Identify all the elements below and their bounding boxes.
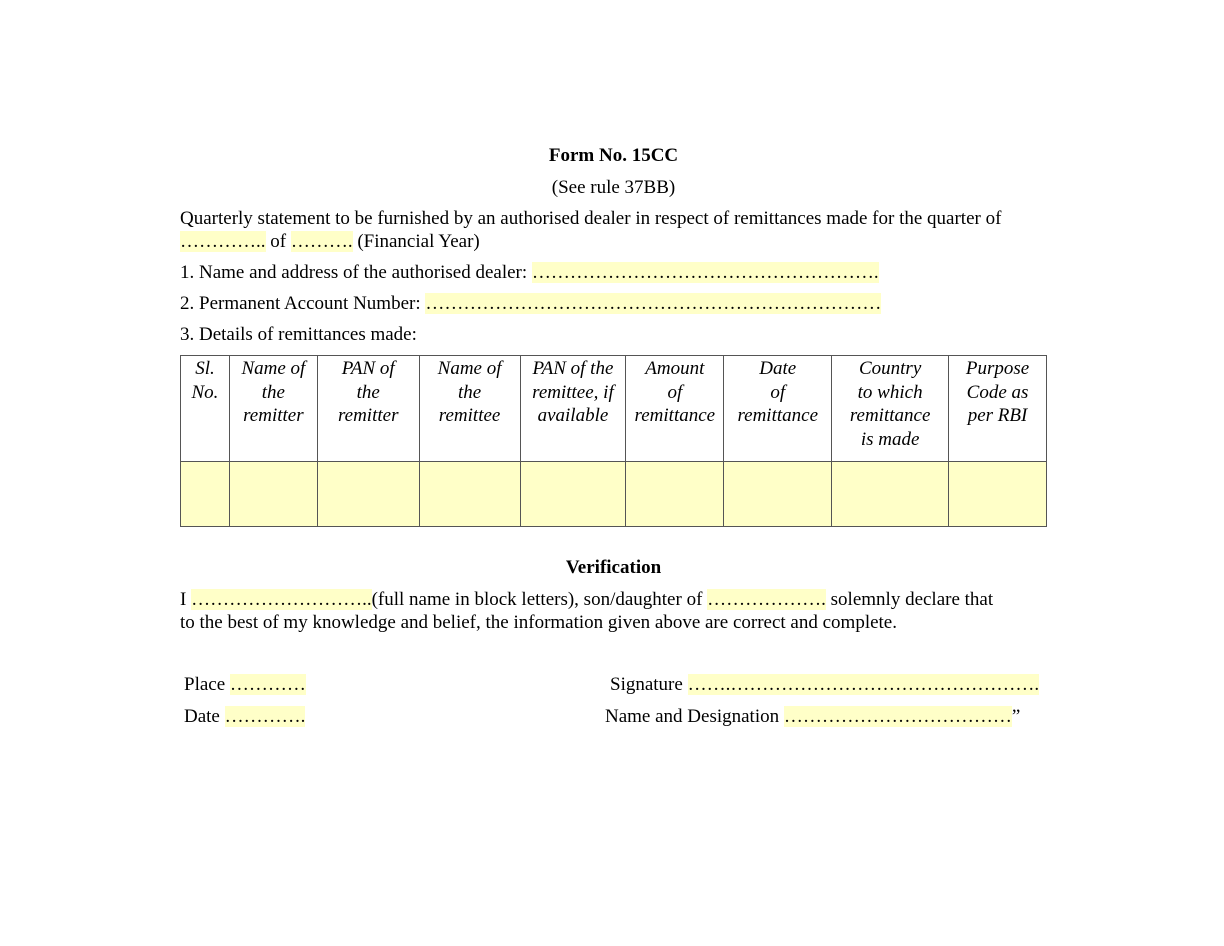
- designation-row: [605, 706, 1020, 728]
- place-label: Place: [184, 674, 230, 695]
- cell-remitter-name[interactable]: [229, 462, 317, 527]
- declaration-line2: to the best of my knowledge and belief, the information given above are correct and complete.: [180, 612, 897, 633]
- date-label: Date: [184, 706, 225, 727]
- cell-remittee-pan[interactable]: [520, 462, 626, 527]
- cell-remitter-pan[interactable]: [317, 462, 419, 527]
- place-field[interactable]: …………: [229, 674, 306, 695]
- cell-date[interactable]: [724, 462, 832, 527]
- date-field[interactable]: ………….: [224, 706, 306, 727]
- remittance-table: [180, 355, 1047, 527]
- dealer-field[interactable]: ……………………………………………….: [531, 262, 879, 283]
- parent-name-field[interactable]: ……………….: [707, 589, 826, 610]
- intro-text: Quarterly statement to be furnished by an authorised dealer in respect of remittances made for the quarter of: [180, 208, 1002, 229]
- details-label: 3. Details of remittances made:: [180, 324, 417, 345]
- full-name-field[interactable]: ………………………..: [191, 589, 372, 610]
- cell-amount[interactable]: [626, 462, 724, 527]
- cell-country[interactable]: [832, 462, 949, 527]
- pan-field[interactable]: ………………………………………………………………: [425, 293, 882, 314]
- intro-paragraph: [180, 207, 1060, 253]
- pan-row: [180, 293, 881, 315]
- header-remitter-name: Name of the remitter: [229, 356, 317, 462]
- cell-remittee-name[interactable]: [419, 462, 520, 527]
- verification-heading: Verification: [565, 557, 662, 578]
- date-row: [184, 706, 305, 728]
- year-field[interactable]: ……….: [290, 231, 353, 252]
- header-remitter-pan: PAN of the remitter: [317, 356, 419, 462]
- header-purpose-code: Purpose Code as per RBI: [949, 356, 1047, 462]
- pan-label: 2. Permanent Account Number:: [180, 293, 426, 314]
- fy-text: (Financial Year): [352, 231, 480, 252]
- declaration-mid: (full name in block letters), son/daughter of: [371, 589, 708, 610]
- place-row: [184, 674, 306, 696]
- header-date: Date of remittance: [724, 356, 832, 462]
- signature-row: [610, 674, 1039, 696]
- dealer-row: [180, 262, 879, 284]
- header-sl-no: Sl. No.: [181, 356, 230, 462]
- declaration-start: I: [180, 589, 192, 610]
- dealer-label: 1. Name and address of the authorised dealer:: [180, 262, 532, 283]
- header-country: Country to which remittance is made: [832, 356, 949, 462]
- declaration-end: solemnly declare that: [825, 589, 994, 610]
- header-amount: Amount of remittance: [626, 356, 724, 462]
- quarter-field[interactable]: …………..: [180, 231, 266, 252]
- signature-label: Signature: [610, 674, 688, 695]
- signature-field[interactable]: …….………………………………………….: [687, 674, 1040, 695]
- header-remittee-name: Name of the remittee: [419, 356, 520, 462]
- of-text: of: [265, 231, 291, 252]
- header-remittee-pan: PAN of the remittee, if available: [520, 356, 626, 462]
- closing-quote: ”: [1011, 706, 1021, 727]
- table-header-row: [181, 356, 1047, 462]
- designation-label: Name and Designation: [605, 706, 784, 727]
- declaration-paragraph: [180, 588, 1050, 634]
- table-row: [181, 462, 1047, 527]
- cell-sl-no[interactable]: [181, 462, 230, 527]
- designation-field[interactable]: ………………………………: [783, 706, 1012, 727]
- form-title: Form No. 15CC: [548, 145, 679, 166]
- form-subtitle: (See rule 37BB): [551, 177, 676, 198]
- cell-purpose-code[interactable]: [949, 462, 1047, 527]
